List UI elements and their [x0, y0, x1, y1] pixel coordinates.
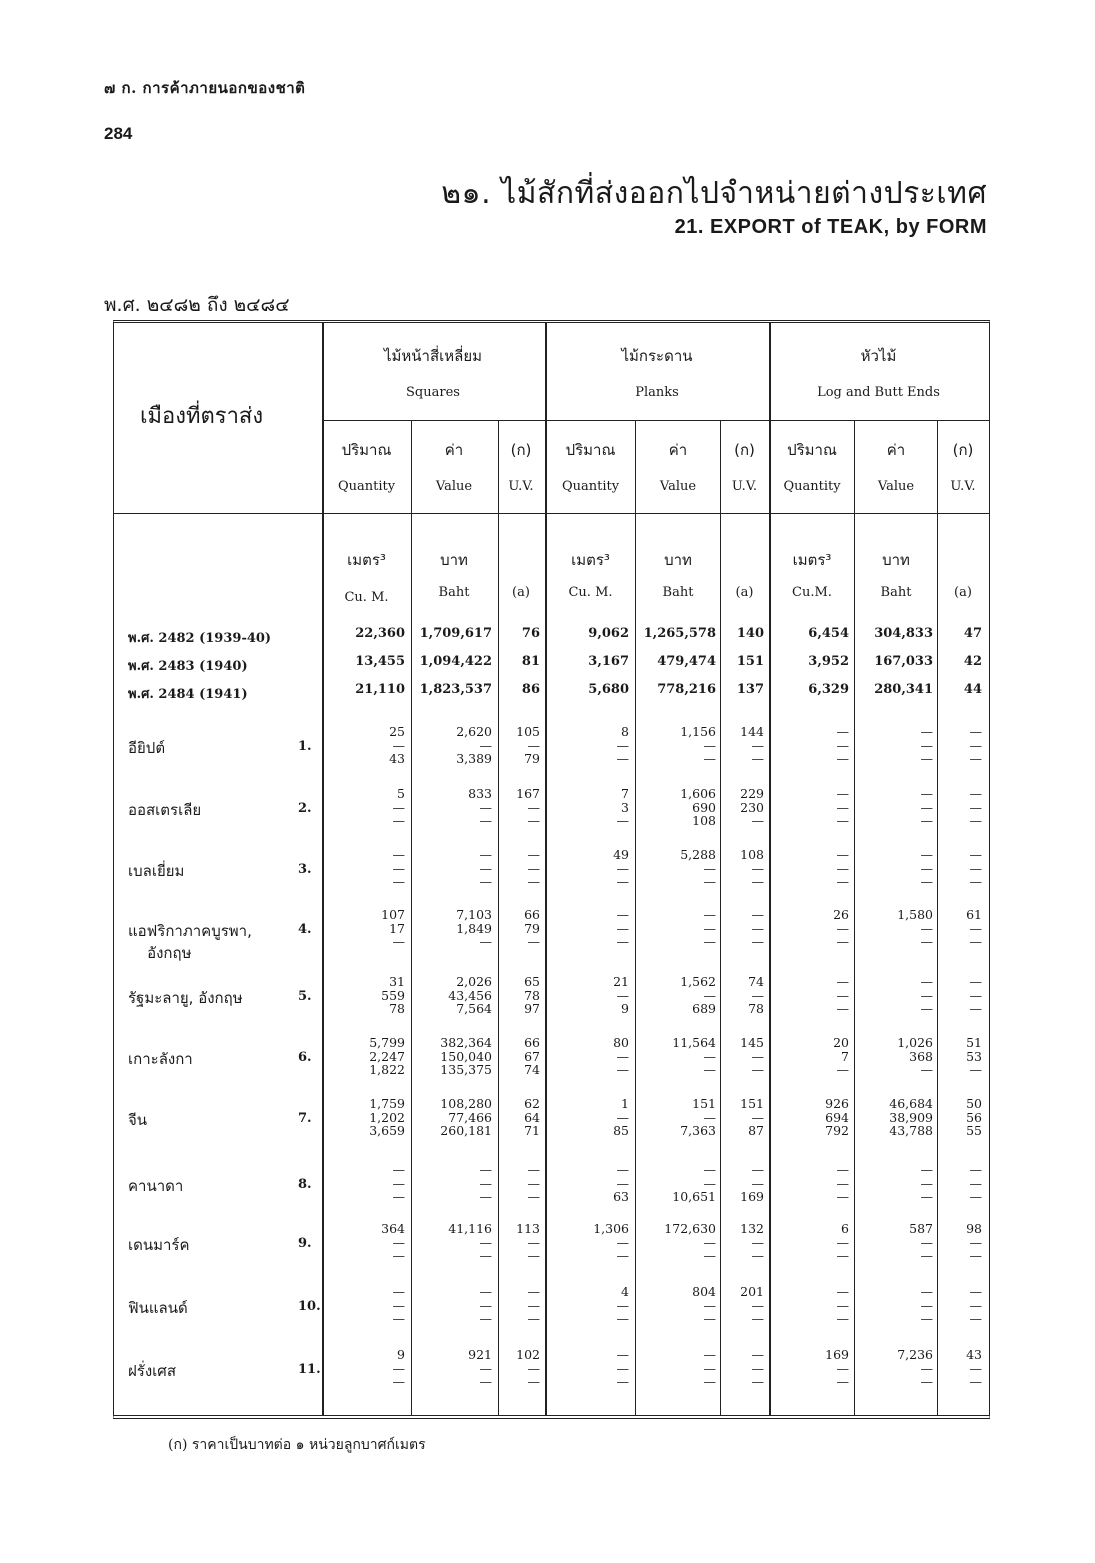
- table-cell: — — —: [836, 724, 849, 766]
- table-cell: 74 — 78: [748, 974, 764, 1016]
- table-cell: 7 3 —: [616, 786, 629, 828]
- year-total-cell: 137: [736, 682, 764, 697]
- quantity-header: Quantity: [561, 479, 620, 494]
- destination-name: เกาะลังกา: [128, 1050, 193, 1068]
- table-title-thai: ๒๑. ไม้สักที่ส่งออกไปจำหน่ายต่างประเทศ: [441, 176, 987, 211]
- row-number: 7.: [298, 1111, 312, 1126]
- year-total-cell: 3,167: [588, 654, 629, 669]
- table-cell: 151 — 87: [740, 1096, 764, 1138]
- value-header: Value: [435, 479, 473, 494]
- year-total-cell: 6,454: [808, 626, 849, 641]
- year-total-cell: 5,680: [588, 682, 629, 697]
- quantity-header: Quantity: [337, 479, 396, 494]
- table-cell: 26 — —: [833, 907, 849, 949]
- table-cell: — — 10,651: [672, 1162, 716, 1204]
- planks-header: Planks: [635, 385, 679, 400]
- row-number: 10.: [298, 1299, 321, 1314]
- row-number: 8.: [298, 1177, 312, 1192]
- unit-baht: Baht: [662, 585, 694, 600]
- table-cell: — — —: [392, 847, 405, 889]
- year-total-label: พ.ศ. 2482 (1939-40): [128, 631, 272, 646]
- year-total-cell: 304,833: [874, 626, 933, 641]
- table-cell: 364 — —: [381, 1221, 405, 1263]
- table-cell: 1,156 — —: [680, 724, 716, 766]
- destination-name: รัฐมะลายู, อังกฤษ: [128, 989, 243, 1007]
- row-number: 9.: [298, 1236, 312, 1251]
- year-total-cell: 13,455: [355, 654, 405, 669]
- table-cell: 167 — —: [516, 786, 540, 828]
- value-header: Value: [659, 479, 697, 494]
- table-cell: 105 — 79: [516, 724, 540, 766]
- table-cell: 5,288 — —: [680, 847, 716, 889]
- table-cell: 49 — —: [613, 847, 629, 889]
- table-cell: 382,364 150,040 135,375: [440, 1035, 492, 1077]
- destination-name: เบลเยี่ยม: [128, 862, 185, 880]
- quantity-header-thai: ปริมาณ: [341, 441, 392, 459]
- table-cell: 1,562 — 689: [680, 974, 716, 1016]
- table-cell: — — —: [392, 1284, 405, 1326]
- table-cell: — — —: [836, 786, 849, 828]
- table-cell: — — —: [392, 1162, 405, 1204]
- row-number: 2.: [298, 801, 312, 816]
- destination-name: เดนมาร์ค: [128, 1236, 190, 1254]
- table-cell: — — —: [836, 974, 849, 1016]
- table-cell: 1,306 — —: [593, 1221, 629, 1263]
- year-total-cell: 1,823,537: [419, 682, 492, 697]
- table-cell: 926 694 792: [825, 1096, 849, 1138]
- table-cell: — — —: [616, 1347, 629, 1389]
- table-cell: 1,026 368 —: [897, 1035, 933, 1077]
- table-cell: — — —: [920, 1284, 933, 1326]
- table-cell: — — —: [527, 847, 540, 889]
- quantity-header-thai: ปริมาณ: [565, 441, 616, 459]
- unit-cubic-metre-thai: เมตร³: [792, 551, 832, 569]
- year-total-cell: 1,094,422: [419, 654, 492, 669]
- squares-header: Squares: [406, 385, 460, 400]
- table-cell: 25 — 43: [389, 724, 405, 766]
- year-total-cell: 42: [963, 654, 982, 669]
- table-cell: 31 559 78: [381, 974, 405, 1016]
- year-total-cell: 3,952: [808, 654, 849, 669]
- table-cell: 6 — —: [836, 1221, 849, 1263]
- table-cell: 1,606 690 108: [680, 786, 716, 828]
- table-cell: 132 — —: [740, 1221, 764, 1263]
- year-total-cell: 1,265,578: [643, 626, 716, 641]
- table-cell: 145 — —: [740, 1035, 764, 1077]
- table-cell: 43 — —: [966, 1347, 982, 1389]
- destination-name: ฝรั่งเศส: [128, 1362, 176, 1380]
- table-cell: — — —: [969, 1284, 982, 1326]
- table-cell: — — —: [920, 847, 933, 889]
- destination-name: แอฟริกาภาคบูรพา, อังกฤษ: [128, 922, 252, 962]
- year-total-label: พ.ศ. 2484 (1941): [128, 687, 248, 702]
- table-cell: 172,630 — —: [664, 1221, 716, 1263]
- year-total-cell: 1,709,617: [419, 626, 492, 641]
- header-rule: [322, 420, 989, 421]
- row-number: 4.: [298, 922, 312, 937]
- year-total-cell: 47: [963, 626, 982, 641]
- log-butt-header: Log and Butt Ends: [817, 385, 940, 400]
- destination-name: คานาดา: [128, 1177, 184, 1195]
- row-number: 6.: [298, 1050, 312, 1065]
- table-cell: 102 — —: [516, 1347, 540, 1389]
- table-cell: 41,116 — —: [448, 1221, 492, 1263]
- table-cell: — — —: [969, 847, 982, 889]
- year-total-cell: 280,341: [874, 682, 933, 697]
- table-cell: 46,684 38,909 43,788: [889, 1096, 933, 1138]
- unit-cubic-metre: Cu. M.: [344, 590, 389, 605]
- value-header-thai: ค่า: [444, 441, 464, 459]
- table-cell: — — —: [479, 1162, 492, 1204]
- uv-header-thai: (ก): [952, 441, 974, 459]
- value-header-thai: ค่า: [668, 441, 688, 459]
- destination-header: เมืองที่ตราส่ง: [140, 404, 264, 429]
- table-cell: — — —: [703, 907, 716, 949]
- table-cell: — — —: [751, 1347, 764, 1389]
- unit-cubic-metre-thai: เมตร³: [571, 551, 610, 569]
- uv-header: U.V.: [731, 479, 758, 494]
- table-cell: 51 53 —: [966, 1035, 982, 1077]
- table-cell: 5 — —: [392, 786, 405, 828]
- year-total-cell: 6,329: [808, 682, 849, 697]
- row-number: 3.: [298, 862, 312, 877]
- table-cell: 169 — —: [825, 1347, 849, 1389]
- table-cell: 201 — —: [740, 1284, 764, 1326]
- unit-cubic-metre: Cu.M.: [792, 585, 832, 600]
- destination-name: ฟินแลนด์: [128, 1299, 188, 1317]
- destination-name: จีน: [128, 1111, 148, 1129]
- table-cell: 1,580 — —: [897, 907, 933, 949]
- table-cell: 921 — —: [468, 1347, 492, 1389]
- table-cell: 7,236 — —: [897, 1347, 933, 1389]
- table-cell: 9 — —: [392, 1347, 405, 1389]
- page-number: 284: [104, 124, 133, 143]
- year-total-cell: 167,033: [874, 654, 933, 669]
- row-number: 1.: [298, 739, 312, 754]
- log-butt-header-thai: หัวไม้: [860, 347, 897, 365]
- value-header-thai: ค่า: [886, 441, 906, 459]
- table-cell: — — —: [527, 1284, 540, 1326]
- table-cell: 2,026 43,456 7,564: [448, 974, 492, 1016]
- unit-uv: (a): [954, 585, 972, 600]
- table-cell: 4 — —: [616, 1284, 629, 1326]
- year-total-cell: 479,474: [657, 654, 716, 669]
- table-cell: 833 — —: [468, 786, 492, 828]
- footnote: (ก) ราคาเป็นบาทต่อ ๑ หน่วยลูกบาศก์เมตร: [168, 1437, 426, 1453]
- unit-cubic-metre-thai: เมตร³: [347, 551, 386, 569]
- table-cell: 66 79 —: [524, 907, 540, 949]
- unit-baht-thai: บาท: [440, 551, 468, 569]
- table-cell: 107 17 —: [381, 907, 405, 949]
- value-header: Value: [877, 479, 915, 494]
- table-cell: 1 — 85: [613, 1096, 629, 1138]
- table-cell: 98 — —: [966, 1221, 982, 1263]
- table-cell: 65 78 97: [524, 974, 540, 1016]
- table-cell: 61 — —: [966, 907, 982, 949]
- destination-name: อียิปต์: [128, 739, 166, 757]
- table-cell: — — —: [836, 1284, 849, 1326]
- year-total-cell: 140: [736, 626, 764, 641]
- table-cell: — — —: [920, 786, 933, 828]
- quantity-header: Quantity: [783, 479, 841, 494]
- table-cell: — — —: [920, 974, 933, 1016]
- uv-header: U.V.: [508, 479, 534, 494]
- unit-cubic-metre: Cu. M.: [568, 585, 613, 600]
- table-cell: — — 63: [613, 1162, 629, 1204]
- unit-uv: (a): [735, 585, 754, 600]
- table-cell: — — —: [616, 907, 629, 949]
- year-total-cell: 778,216: [657, 682, 716, 697]
- table-cell: 229 230 —: [740, 786, 764, 828]
- table-cell: — — —: [920, 1162, 933, 1204]
- table-cell: — — —: [836, 1162, 849, 1204]
- year-total-cell: 9,062: [588, 626, 629, 641]
- table-cell: 113 — —: [516, 1221, 540, 1263]
- year-total-cell: 76: [521, 626, 540, 641]
- table-cell: 2,620 — 3,389: [456, 724, 492, 766]
- table-cell: 5,799 2,247 1,822: [369, 1035, 405, 1077]
- table-cell: — — —: [751, 907, 764, 949]
- table-cell: 8 — —: [616, 724, 629, 766]
- squares-header-thai: ไม้หน้าสี่เหลี่ยม: [383, 347, 483, 365]
- uv-header-thai: (ก): [510, 441, 532, 459]
- table-title-english: 21. EXPORT of TEAK, by FORM: [674, 216, 987, 238]
- table-cell: — — —: [527, 1162, 540, 1204]
- table-cell: — — —: [836, 847, 849, 889]
- table-cell: 151 — 7,363: [680, 1096, 716, 1138]
- unit-baht-thai: บาท: [882, 551, 910, 569]
- year-total-cell: 21,110: [355, 682, 405, 697]
- table-cell: 80 — —: [613, 1035, 629, 1077]
- table-cell: — — —: [969, 786, 982, 828]
- unit-baht-thai: บาท: [664, 551, 692, 569]
- quantity-header-thai: ปริมาณ: [787, 441, 837, 459]
- year-total-label: พ.ศ. 2483 (1940): [128, 659, 248, 674]
- year-total-cell: 22,360: [355, 626, 405, 641]
- table-cell: — — —: [969, 974, 982, 1016]
- table-cell: 11,564 — —: [672, 1035, 716, 1077]
- table-cell: — — 169: [740, 1162, 764, 1204]
- table-cell: — — —: [920, 724, 933, 766]
- destination-name: ออสเตรเลีย: [128, 801, 202, 819]
- section-heading: ๗ ก. การค้าภายนอกของชาติ: [104, 79, 306, 97]
- table-cell: — — —: [703, 1347, 716, 1389]
- table-cell: — — —: [969, 724, 982, 766]
- year-total-cell: 151: [736, 654, 764, 669]
- table-cell: 587 — —: [909, 1221, 933, 1263]
- unit-uv: (a): [512, 585, 530, 600]
- table-cell: 144 — —: [740, 724, 764, 766]
- table-cell: 62 64 71: [524, 1096, 540, 1138]
- unit-baht: Baht: [880, 585, 912, 600]
- table-cell: 804 — —: [692, 1284, 716, 1326]
- table-cell: — — —: [479, 1284, 492, 1326]
- table-cell: 66 67 74: [524, 1035, 540, 1077]
- header-rule: [114, 513, 989, 514]
- unit-baht: Baht: [438, 585, 470, 600]
- row-number: 11.: [298, 1362, 321, 1377]
- table-cell: 20 7 —: [833, 1035, 849, 1077]
- year-total-cell: 81: [521, 654, 540, 669]
- uv-header-thai: (ก): [734, 441, 755, 459]
- table-cell: — — —: [479, 847, 492, 889]
- planks-header-thai: ไม้กระดาน: [621, 347, 693, 365]
- table-cell: 108 — —: [740, 847, 764, 889]
- uv-header: U.V.: [950, 479, 976, 494]
- table-cell: 50 56 55: [966, 1096, 982, 1138]
- table-cell: 108,280 77,466 260,181: [440, 1096, 492, 1138]
- table-cell: 1,759 1,202 3,659: [369, 1096, 405, 1138]
- period-label: พ.ศ. ๒๔๘๒ ถึง ๒๔๘๔: [104, 294, 290, 316]
- row-number: 5.: [298, 989, 312, 1004]
- table-cell: 21 — 9: [613, 974, 629, 1016]
- year-total-cell: 86: [521, 682, 540, 697]
- table-cell: 7,103 1,849 —: [456, 907, 492, 949]
- table-cell: — — —: [969, 1162, 982, 1204]
- year-total-cell: 44: [963, 682, 982, 697]
